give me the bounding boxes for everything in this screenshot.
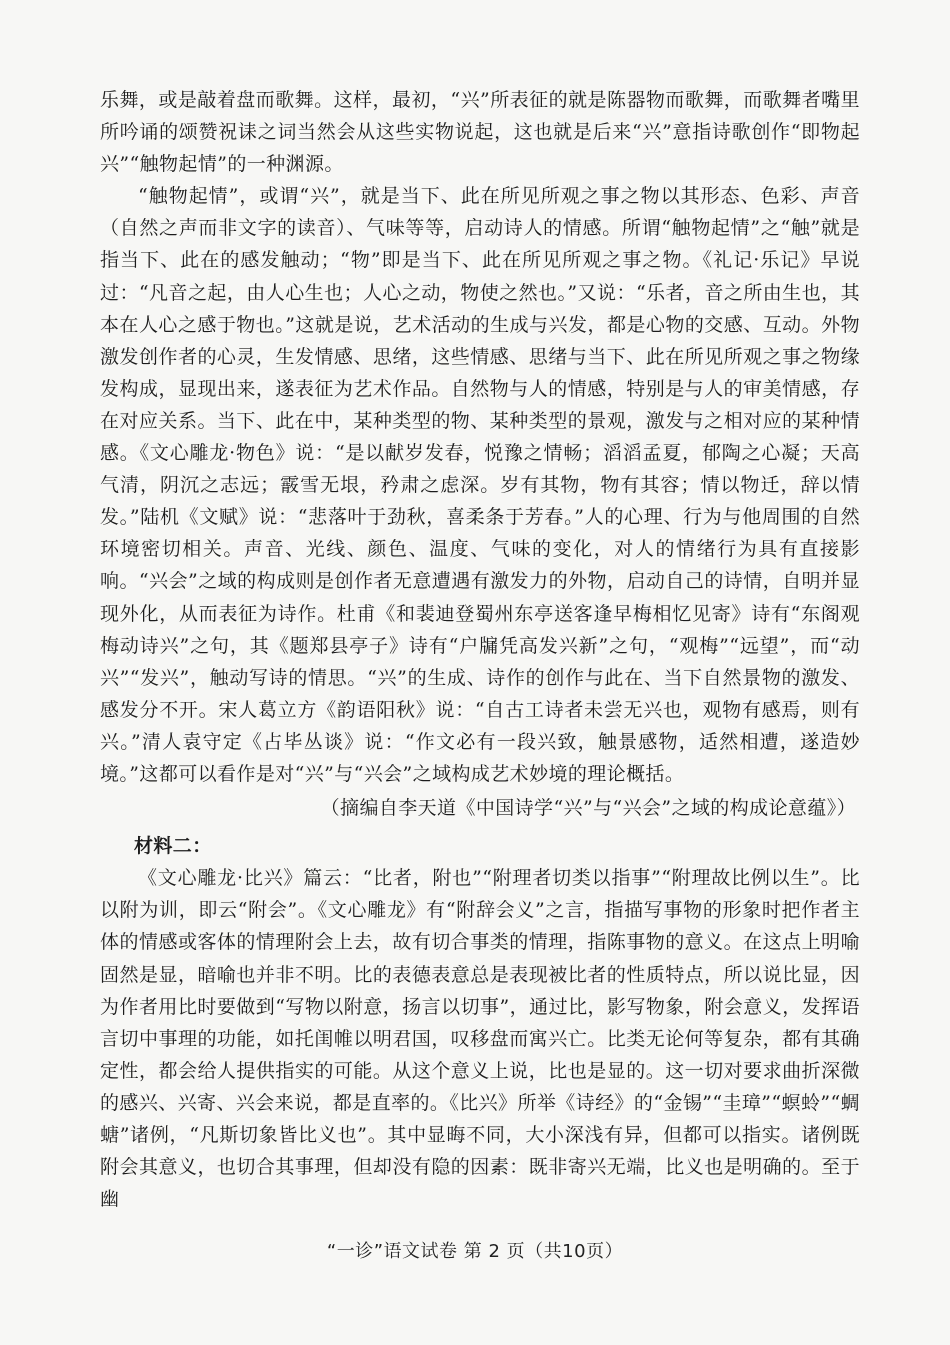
article-body <box>100 84 860 1215</box>
paragraph-2: “触物起情”，或谓“兴”，就是当下、此在所见所观之事之物以其形态、色彩、声音（自然之声而非文字的读音）、气味等等，启动诗人的情感。所谓“触物起情”之“触”就是指当下、此在的感发触动；“物”即是当下、此在所见所观之事之物。《礼记·乐记》早说过：“凡音之起，由人心生也；人心之动，物使之然也。”又说：“乐者，音之所由生也，其本在人心之感于物也。”这就是说，艺术活动的生成与兴发，都是心物的交感、互动。外物激发创作者的心灵，生发情感、思绪，这些情感、思绪与当下、此在所见所观之事之物缘发构成，显现出来，遂表征为艺术作品。自然物与人的情感，特别是与人的审美情感，存在对应关系。当下、此在中，某种类型的物、某种类型的景观，激发与之相对应的某种情感。《文心雕龙·物色》说：“是以献岁发春，悦豫之情畅；滔滔孟夏，郁陶之心凝；天高气清，阴沉之志远；霰雪无垠，矜肃之虑深。岁有其物，物有其容；情以物迁，辞以情发。”陆机《文赋》说：“悲落叶于劲秋，喜柔条于芳春。”人的心理、行为与他周围的自然环境密切相关。声音、光线、颜色、温度、气味的变化，对人的情绪行为具有直接影响。“兴会”之域的构成则是创作者无意遭遇有激发力的外物，启动自己的诗情，自明并显现外化，从而表征为诗作。杜甫《和裴迪登蜀州东亭送客逢早梅相忆见寄》诗有“东阁观梅动诗兴”之句，其《题郑县亭子》诗有“户牖凭高发兴新”之句，“观梅”“远望”，而“动兴”“发兴”，触动写诗的情思。“兴”的生成、诗作的创作与此在、当下自然景物的激发、感发分不开。宋人葛立方《韵语阳秋》说：“自古工诗者未尝无兴也，观物有感焉，则有兴。”清人袁守定《占毕丛谈》说：“作文必有一段兴致，触景感物，适然相遭，遂造妙境。”这都可以看作是对“兴”与“兴会”之域构成艺术妙境的理论概括。 <box>100 185 860 785</box>
paragraph-1: 乐舞，或是敲着盘而歌舞。这样，最初，“兴”所表征的就是陈器物而歌舞，而歌舞者嘴里所吟诵的颂赞祝诔之词当然会从这些实物说起，这也就是后来“兴”意指诗歌创作“即物起兴”“触物起情”的一种渊源。 <box>100 89 860 176</box>
paragraph-3: 《文心雕龙·比兴》篇云：“比者，附也”“附理者切类以指事”“附理故比例以生”。比以附为训，即云“附会”。《文心雕龙》有“附辞会义”之言，指描写事物的形象时把作者主体的情感或客体的情理附会上去，故有切合事类的情理，指陈事物的意义。在这点上明喻固然是显，暗喻也并非不明。比的表德表意总是表现被比者的性质特点，所以说比显，因为作者用比时要做到“写物以附意，扬言以切事”，通过比，影写物象，附会意义，发挥语言切中事理的功能，如托闺帷以明君国，叹移盘而寓兴亡。比类无论何等复杂，都有其确定性，都会给人提供指实的可能。从这个意义上说，比也是显的。这一切对要求曲折深微的感兴、兴寄、兴会来说，都是直率的。《比兴》所举《诗经》的“金锡”“圭璋”“螟蛉”“蜩螗”诸例，“凡斯切象皆比义也”。其中显晦不同，大小深浅有异，但都可以指实。诸例既附会其意义，也切合其事理，但却没有隐的因素：既非寄兴无端，比义也是明确的。至于幽 <box>100 867 860 1211</box>
material-two-label: 材料二： <box>134 835 212 858</box>
page-footer: “一诊”语文试卷 第 2 页（共10页） <box>326 1241 624 1262</box>
source-citation: （摘编自李天道《中国诗学“兴”与“兴会”之域的构成论意蕴》） <box>320 797 856 820</box>
